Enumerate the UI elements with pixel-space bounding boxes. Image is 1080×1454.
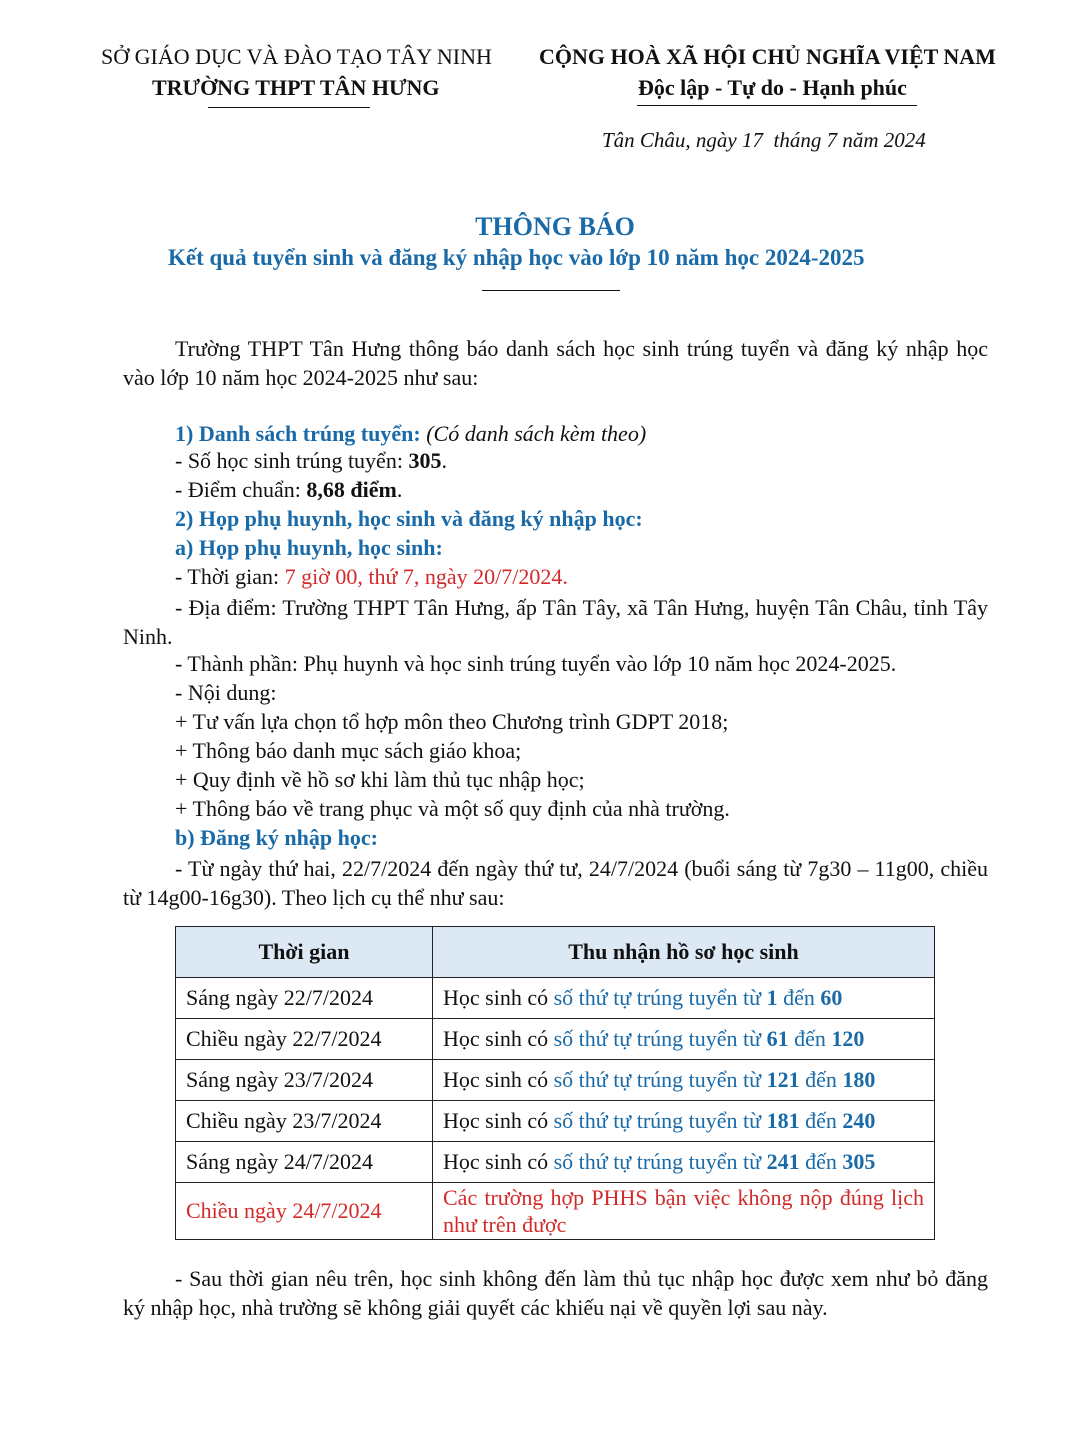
section2b-heading: b) Đăng ký nhập học: [175, 825, 378, 850]
row-time: Sáng ngày 22/7/2024 [176, 978, 433, 1019]
row-range-from: 121 [766, 1067, 800, 1092]
content-item: + Thông báo danh mục sách giáo khoa; [175, 738, 522, 763]
meeting-time-value: 7 giờ 00, thứ 7, ngày 20/7/2024. [284, 564, 568, 589]
schedule-table [175, 926, 935, 1240]
school-name: TRƯỜNG THPT TÂN HƯNG [152, 75, 440, 100]
notice-subtitle: Kết quả tuyển sinh và đăng ký nhập học vào lớp 10 năm học 2024-2025 [168, 245, 865, 270]
department-name: SỞ GIÁO DỤC VÀ ĐÀO TẠO TÂY NINH [101, 44, 492, 69]
section1-note: (Có danh sách kèm theo) [426, 421, 647, 446]
row-time: Chiều ngày 24/7/2024 [176, 1183, 433, 1240]
row-prefix: Học sinh có [443, 1067, 554, 1092]
row-range-mid: đến [799, 1108, 843, 1133]
row-exception-note: Các trường hợp PHHS bận việc không nộp đúng lịch như trên được [433, 1183, 935, 1240]
admitted-count-end: . [441, 448, 447, 473]
row-range-from: 181 [766, 1108, 800, 1133]
row-range-to: 240 [842, 1108, 876, 1133]
section2a-heading: a) Họp phụ huynh, học sinh: [175, 535, 443, 560]
content-item: + Thông báo về trang phục và một số quy định của nhà trường. [175, 796, 730, 821]
row-range-text: số thứ tự trúng tuyển từ [553, 985, 767, 1010]
section1-heading: 1) Danh sách trúng tuyển: [175, 421, 421, 446]
row-range-mid: đến [777, 985, 821, 1010]
intro-paragraph: Trường THPT Tân Hưng thông báo danh sách học sinh trúng tuyển và đăng ký nhập học vào lớp 10 năm học 2024-2025 như sau: [123, 336, 988, 390]
national-motto: Độc lập - Tự do - Hạnh phúc [638, 75, 907, 100]
admitted-count-line [175, 448, 447, 474]
table-row [176, 1019, 935, 1060]
row-detail [433, 1060, 935, 1101]
row-range-mid: đến [799, 1067, 843, 1092]
meeting-time-line [175, 564, 568, 590]
row-prefix: Học sinh có [443, 985, 554, 1010]
row-detail [433, 1019, 935, 1060]
row-range-to: 60 [820, 985, 843, 1010]
table-header-row [176, 927, 935, 978]
closing-paragraph: - Sau thời gian nêu trên, học sinh không đến làm thủ tục nhập học được xem như bỏ đăng ký nhập học, nhà trường sẽ không giải quyết các khiếu nại về quyền lợi sau này. [123, 1266, 988, 1320]
row-range-from: 61 [766, 1026, 789, 1051]
table-row [176, 1101, 935, 1142]
cutoff-score-end: . [396, 477, 403, 502]
table-header-docs: Thu nhận hồ sơ học sinh [433, 927, 935, 978]
row-range-mid: đến [799, 1149, 843, 1174]
row-range-text: số thứ tự trúng tuyển từ [553, 1067, 767, 1092]
table-row [176, 1060, 935, 1101]
row-range-to: 180 [842, 1067, 876, 1092]
content-item: + Tư vấn lựa chọn tổ hợp môn theo Chương trình GDPT 2018; [175, 709, 729, 734]
row-time: Chiều ngày 23/7/2024 [176, 1101, 433, 1142]
meeting-members: - Thành phần: Phụ huynh và học sinh trúng tuyển vào lớp 10 năm học 2024-2025. [175, 651, 897, 676]
row-prefix: Học sinh có [443, 1026, 554, 1051]
row-detail [433, 1101, 935, 1142]
nation-name: CỘNG HOÀ XÃ HỘI CHỦ NGHĨA VIỆT NAM [539, 44, 996, 69]
row-range-from: 241 [766, 1149, 800, 1174]
table-row [176, 1142, 935, 1183]
row-range-text: số thứ tự trúng tuyển từ [553, 1026, 767, 1051]
row-time: Chiều ngày 22/7/2024 [176, 1019, 433, 1060]
motto-underline [637, 105, 917, 106]
row-range-to: 120 [831, 1026, 865, 1051]
row-range-from: 1 [766, 985, 778, 1010]
row-detail [433, 1142, 935, 1183]
row-detail [433, 978, 935, 1019]
row-time: Sáng ngày 23/7/2024 [176, 1060, 433, 1101]
admitted-count-label: - Số học sinh trúng tuyển: [175, 448, 409, 473]
date-line: Tân Châu, ngày 17 tháng 7 năm 2024 [602, 128, 926, 152]
school-underline [208, 107, 370, 108]
cutoff-score-value: 8,68 điểm [306, 477, 397, 502]
meeting-content-label: - Nội dung: [175, 680, 277, 705]
table-row [176, 978, 935, 1019]
notice-title: THÔNG BÁO [475, 212, 635, 241]
admitted-count-value: 305 [408, 448, 442, 473]
row-prefix: Học sinh có [443, 1149, 554, 1174]
row-range-text: số thứ tự trúng tuyển từ [553, 1149, 767, 1174]
meeting-place: - Địa điểm: Trường THPT Tân Hưng, ấp Tân Tây, xã Tân Hưng, huyện Tân Châu, tỉnh Tây Ninh. [123, 595, 988, 649]
title-underline [482, 290, 620, 291]
row-range-mid: đến [788, 1026, 832, 1051]
meeting-time-label: - Thời gian: [175, 564, 285, 589]
section2-heading: 2) Họp phụ huynh, học sinh và đăng ký nhập học: [175, 506, 643, 531]
row-range-to: 305 [842, 1149, 876, 1174]
row-prefix: Học sinh có [443, 1108, 554, 1133]
registration-period: - Từ ngày thứ hai, 22/7/2024 đến ngày thứ tư, 24/7/2024 (buổi sáng từ 7g30 – 11g00, chiều từ 14g00-16g30). Theo lịch cụ thể như sau: [123, 856, 988, 910]
cutoff-score-line [175, 477, 402, 503]
table-header-time: Thời gian [176, 927, 433, 978]
table-row-exception [176, 1183, 935, 1240]
row-time: Sáng ngày 24/7/2024 [176, 1142, 433, 1183]
row-range-text: số thứ tự trúng tuyển từ [553, 1108, 767, 1133]
cutoff-score-label: - Điểm chuẩn: [175, 477, 307, 502]
content-item: + Quy định về hồ sơ khi làm thủ tục nhập học; [175, 767, 585, 792]
section1-heading-line [175, 421, 646, 447]
